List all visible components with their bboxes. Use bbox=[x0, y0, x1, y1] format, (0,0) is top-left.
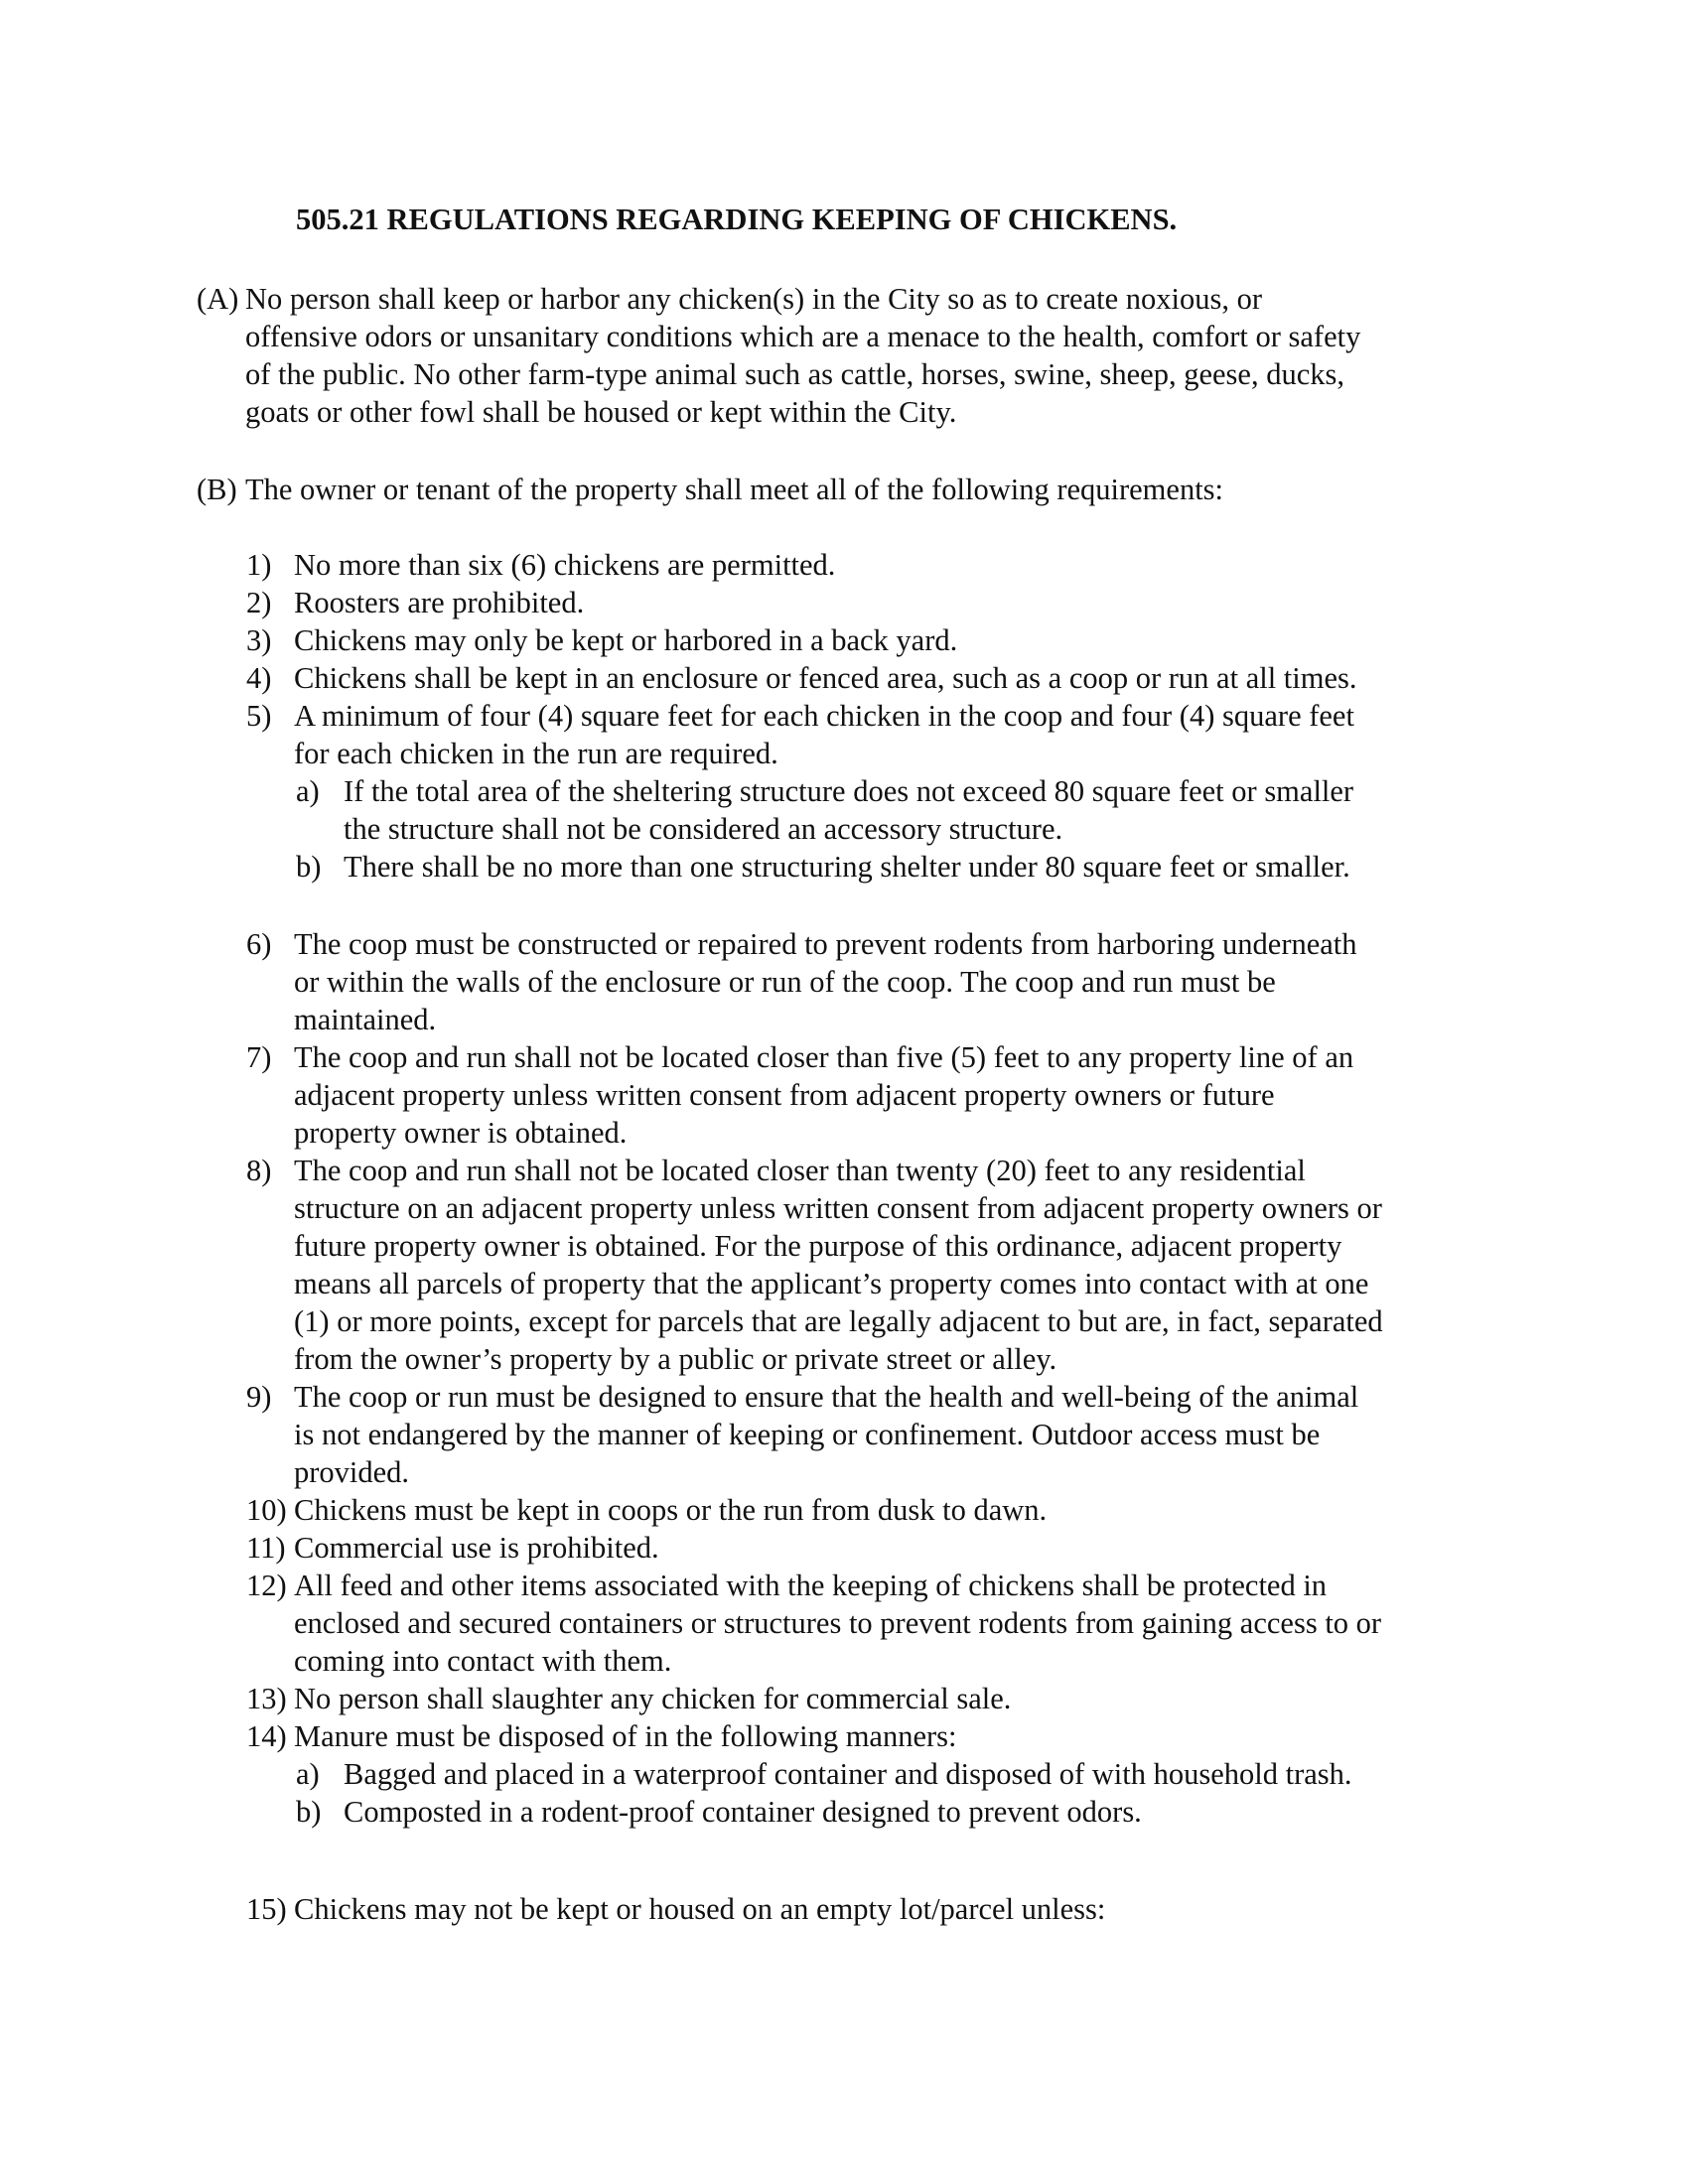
item-text: Chickens may not be kept or housed on an empty lot/parcel unless: bbox=[294, 1892, 1106, 1926]
item-text: property owner is obtained. bbox=[294, 1116, 628, 1150]
item-text: structure on an adjacent property unless written consent from adjacent property owners or bbox=[294, 1191, 1382, 1225]
section-title: 505.21 REGULATIONS REGARDING KEEPING OF CHICKENS. bbox=[296, 203, 1178, 236]
item-text: is not endangered by the manner of keeping or confinement. Outdoor access must be bbox=[294, 1418, 1321, 1451]
sub-item-letter: b) bbox=[296, 1795, 322, 1829]
item-text: The coop and run shall not be located closer than twenty (20) feet to any residential bbox=[294, 1154, 1306, 1187]
sub-item-text: There shall be no more than one structuring shelter under 80 square feet or smaller. bbox=[344, 850, 1350, 884]
item-text: adjacent property unless written consent from adjacent property owners or future bbox=[294, 1078, 1275, 1112]
item-text: maintained. bbox=[294, 1003, 437, 1036]
sub-item-letter: a) bbox=[296, 774, 320, 808]
item-number: 3) bbox=[246, 623, 272, 657]
section-b-line: The owner or tenant of the property shall meet all of the following requirements: bbox=[245, 473, 1224, 506]
sub-item-text: Bagged and placed in a waterproof container and disposed of with household trash. bbox=[344, 1757, 1352, 1791]
item-number: 9) bbox=[246, 1380, 272, 1414]
item-text: Chickens shall be kept in an enclosure or fenced area, such as a coop or run at all times. bbox=[294, 661, 1357, 695]
item-number: 14) bbox=[246, 1719, 287, 1753]
item-text: Roosters are prohibited. bbox=[294, 586, 585, 619]
sub-item-text: Composted in a rodent-proof container designed to prevent odors. bbox=[344, 1795, 1142, 1829]
item-text: Commercial use is prohibited. bbox=[294, 1531, 659, 1565]
item-text: for each chicken in the run are required. bbox=[294, 737, 778, 770]
item-text: The coop must be constructed or repaired to prevent rodents from harboring underneath bbox=[294, 927, 1357, 961]
section-a-line: goats or other fowl shall be housed or kept within the City. bbox=[245, 395, 957, 429]
item-text: coming into contact with them. bbox=[294, 1644, 672, 1678]
item-text: A minimum of four (4) square feet for each chicken in the coop and four (4) square feet bbox=[294, 699, 1354, 733]
item-text: The coop or run must be designed to ensure that the health and well-being of the animal bbox=[294, 1380, 1359, 1414]
item-number: 8) bbox=[246, 1154, 272, 1187]
section-a-marker: (A) bbox=[197, 282, 239, 316]
item-text: Chickens must be kept in coops or the run from dusk to dawn. bbox=[294, 1493, 1048, 1527]
sub-item-letter: b) bbox=[296, 850, 322, 884]
sub-item-letter: a) bbox=[296, 1757, 320, 1791]
item-text: from the owner’s property by a public or private street or alley. bbox=[294, 1342, 1057, 1376]
section-a-line: No person shall keep or harbor any chicken(s) in the City so as to create noxious, or bbox=[245, 282, 1263, 316]
item-text: All feed and other items associated with the keeping of chickens shall be protected in bbox=[294, 1569, 1328, 1602]
section-a-line: of the public. No other farm-type animal such as cattle, horses, swine, sheep, geese, ducks, bbox=[245, 357, 1344, 391]
item-text: provided. bbox=[294, 1455, 410, 1489]
item-text: enclosed and secured containers or structures to prevent rodents from gaining access to or bbox=[294, 1606, 1382, 1640]
item-text: future property owner is obtained. For the purpose of this ordinance, adjacent property bbox=[294, 1229, 1342, 1263]
item-number: 11) bbox=[246, 1531, 286, 1565]
item-number: 7) bbox=[246, 1040, 272, 1074]
item-number: 4) bbox=[246, 661, 272, 695]
item-number: 10) bbox=[246, 1493, 287, 1527]
item-text: (1) or more points, except for parcels that are legally adjacent to but are, in fact, separated bbox=[294, 1304, 1383, 1338]
item-number: 12) bbox=[246, 1569, 287, 1602]
item-number: 1) bbox=[246, 548, 272, 582]
sub-item-text: the structure shall not be considered an accessory structure. bbox=[344, 812, 1063, 846]
item-text: The coop and run shall not be located closer than five (5) feet to any property line of an bbox=[294, 1040, 1354, 1074]
item-text: means all parcels of property that the applicant’s property comes into contact with at one bbox=[294, 1267, 1369, 1300]
section-a-line: offensive odors or unsanitary conditions which are a menace to the health, comfort or safety bbox=[245, 320, 1361, 353]
item-number: 15) bbox=[246, 1892, 287, 1926]
item-number: 5) bbox=[246, 699, 272, 733]
item-text: Chickens may only be kept or harbored in a back yard. bbox=[294, 623, 958, 657]
item-number: 2) bbox=[246, 586, 272, 619]
item-number: 6) bbox=[246, 927, 272, 961]
item-text: No person shall slaughter any chicken for commercial sale. bbox=[294, 1682, 1012, 1715]
item-text: or within the walls of the enclosure or run of the coop. The coop and run must be bbox=[294, 965, 1276, 999]
sub-item-text: If the total area of the sheltering structure does not exceed 80 square feet or smaller bbox=[344, 774, 1354, 808]
item-text: Manure must be disposed of in the following manners: bbox=[294, 1719, 957, 1753]
item-number: 13) bbox=[246, 1682, 287, 1715]
item-text: No more than six (6) chickens are permitted. bbox=[294, 548, 836, 582]
section-b-marker: (B) bbox=[197, 473, 237, 506]
